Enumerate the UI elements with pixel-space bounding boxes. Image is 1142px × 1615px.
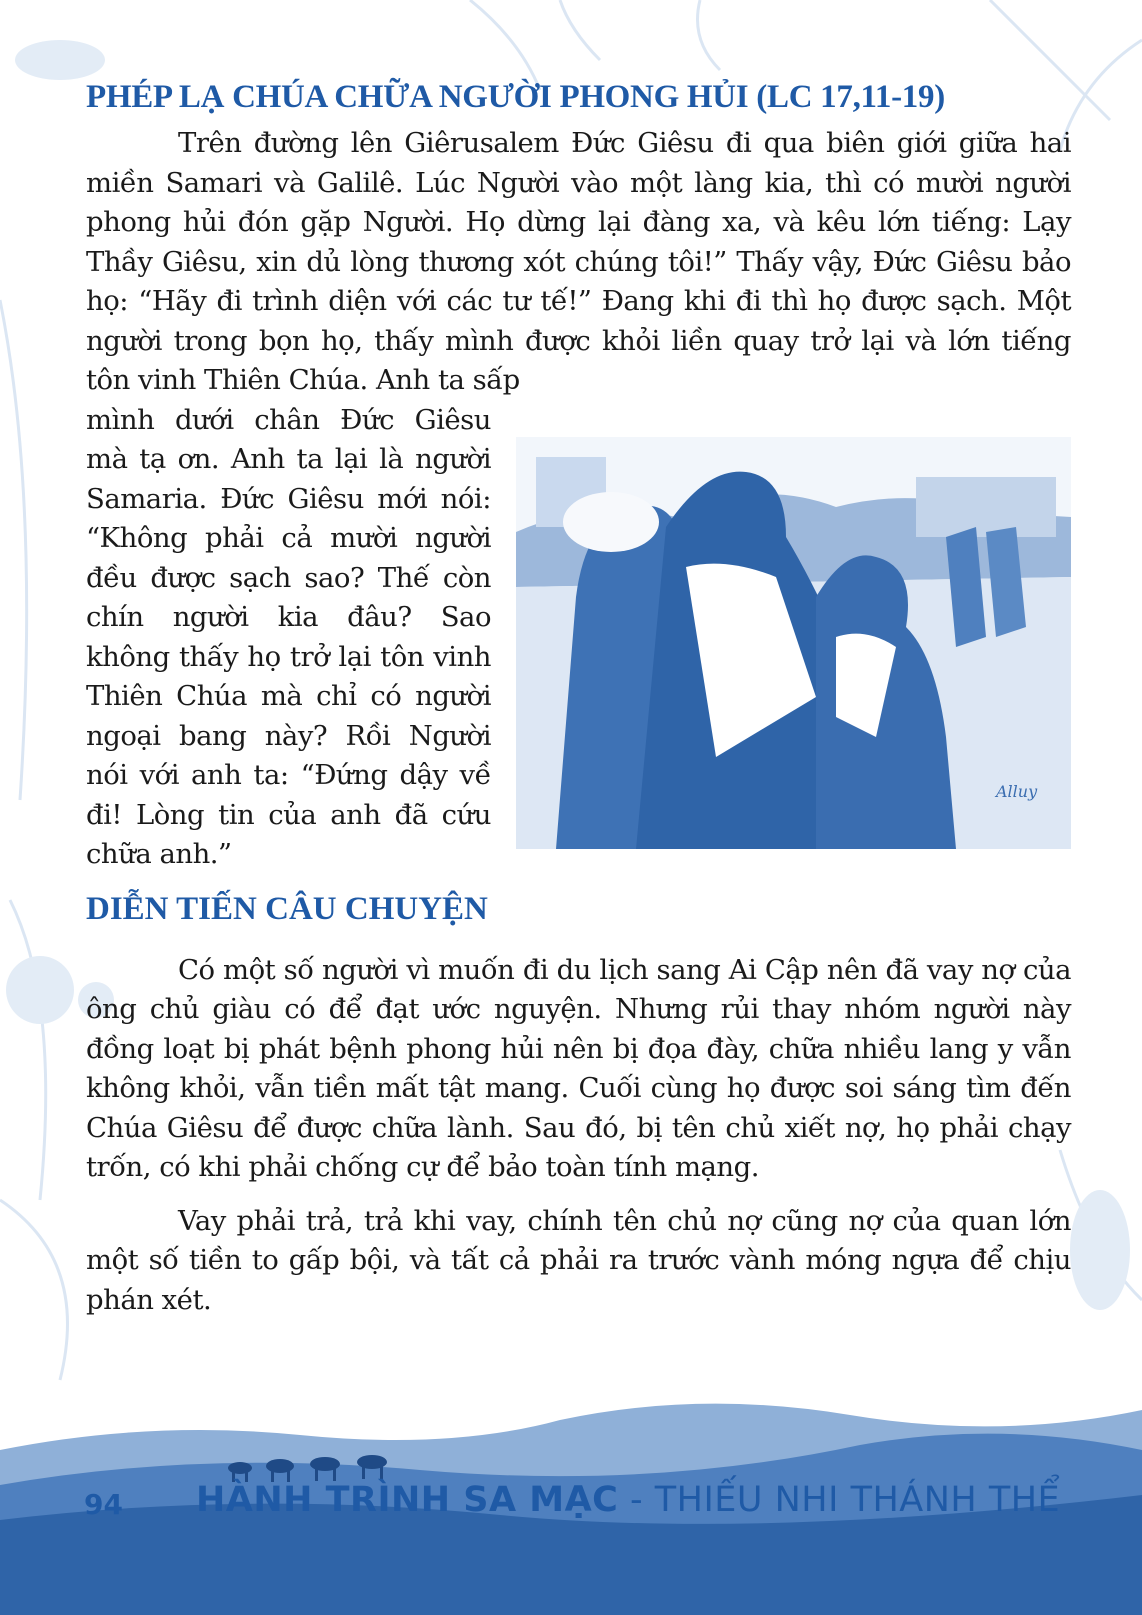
story-development-paragraph-1: Có một số người vì muốn đi du lịch sang Ai Cập nên đã vay nợ của ông chủ giàu có để đạt ước nguyện. Nhưng rủi thay nhóm người này đồng loạt bị phát bệnh phong hủi nên bị đọa đày, chữa nhiều lang y vẫn không khỏi, vẫn tiền mất tật mang. Cuối cùng họ được soi sáng tìm đến Chúa Giêsu để được chữa lành. Sau đó, bị tên chủ xiết nợ, họ phải chạy trốn, có khi phải chống cự để bảo toàn tính mạng. xyxy=(86,953,1071,1183)
story-wrapped-paragraph: mình dưới chân Đức Giêsu mà tạ ơn. Anh ta lại là người Samaria. Đức Giêsu mới nói: “Không phải cả mười người đều được sạch sao? Thế còn chín người kia đâu? Sao không thấy họ trở lại tôn vinh Thiên Chúa mà chỉ có người ngoại bang này? Rồi Người nói với anh ta: “Đứng dậy về đi! Lòng tin của anh đã cứu chữa anh.” xyxy=(86,403,491,870)
book-title-separator: - xyxy=(618,1480,655,1520)
book-title-sub: THIẾU NHI THÁNH THỂ xyxy=(654,1480,1061,1520)
section-title-miracle: PHÉP LẠ CHÚA CHỮA NGƯỜI PHONG HỦI (LC 17,11-19) xyxy=(86,79,945,115)
story-wrapped-text-column xyxy=(86,401,491,875)
story-wrap-block xyxy=(86,401,1071,875)
jesus-healing-leper-illustration xyxy=(516,437,1071,849)
story-development-paragraph-2: Vay phải trả, trả khi vay, chính tên chủ nợ cũng nợ của quan lớn một số tiền to gấp bội, và tất cả phải ra trước vành móng ngựa để chịu phán xét. xyxy=(86,1204,1071,1316)
section-title-story-development: DIỄN TIẾN CÂU CHUYỆN xyxy=(86,890,488,927)
book-title xyxy=(196,1480,1060,1520)
page-content xyxy=(86,70,1071,1320)
book-title-main: HÀNH TRÌNH SA MẠC xyxy=(196,1480,619,1520)
page-number: 94 xyxy=(84,1488,123,1521)
story-intro-paragraph: Trên đường lên Giêrusalem Đức Giêsu đi qua biên giới giữa hai miền Samari và Galilê. Lúc Người vào một làng kia, thì có mười người phong hủi đón gặp Người. Họ dừng lại đàng xa, và kêu lớn tiếng: Lạy Thầy Giêsu, xin dủ lòng thương xót chúng tôi!” Thấy vậy, Đức Giêsu bảo họ: “Hãy đi trình diện với các tư tế!” Đang khi đi thì họ được sạch. Một người trong bọn họ, thấy mình được khỏi liền quay trở lại và lớn tiếng tôn vinh Thiên Chúa. Anh ta sấp xyxy=(86,127,1071,396)
artist-signature: Alluy xyxy=(996,781,1038,801)
